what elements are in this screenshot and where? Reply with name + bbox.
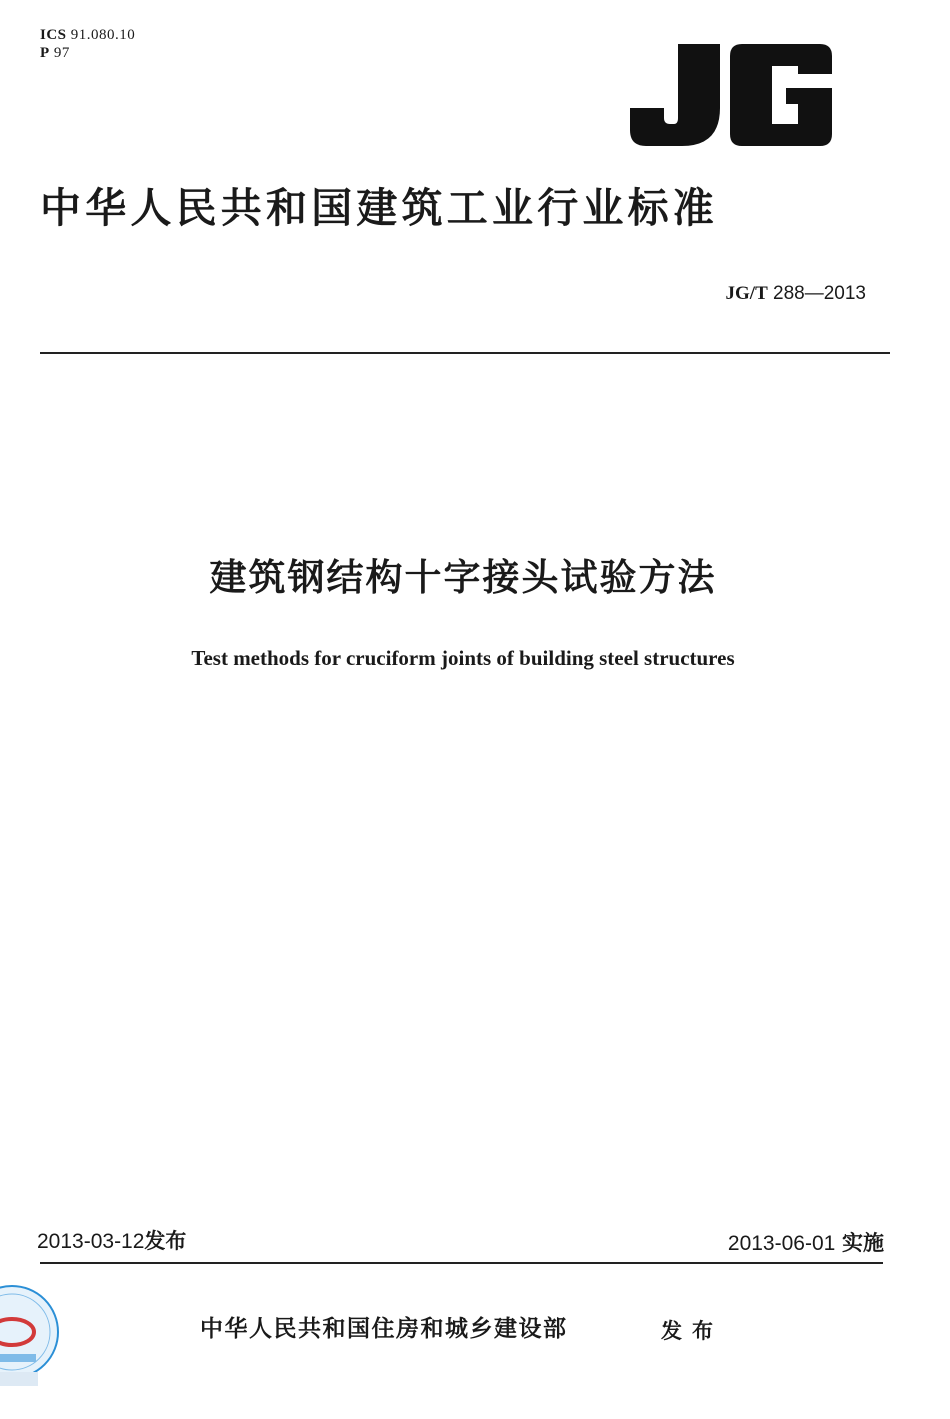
issue-date-value: 2013-03-12 — [37, 1230, 145, 1253]
publisher-name: 中华人民共和国住房和城乡建设部 — [200, 1316, 568, 1342]
standard-number — [726, 282, 866, 306]
document-title-en: Test methods for cruciform joints of building steel structures — [191, 646, 735, 670]
implementation-date — [728, 1229, 884, 1258]
ccs-label: P — [40, 45, 50, 61]
document-title-cn: 建筑钢结构十字接头试验方法 — [209, 556, 717, 599]
ccs-line — [40, 44, 135, 62]
standard-category-title: 中华人民共和国建筑工业行业标准 — [40, 184, 718, 232]
bottom-divider — [40, 1262, 883, 1264]
implementation-date-value: 2013-06-01 — [727, 1232, 836, 1255]
top-divider — [40, 352, 890, 354]
anti-counterfeit-seal — [0, 1284, 60, 1392]
jg-logo — [630, 44, 835, 146]
ics-line — [40, 26, 135, 44]
standard-code: 288—2013 — [773, 283, 866, 304]
publish-label: 发布 — [661, 1319, 723, 1343]
ics-value: 91.080.10 — [70, 27, 136, 43]
standard-prefix: JG/T — [725, 283, 768, 304]
ics-code — [40, 26, 135, 62]
ccs-value: 97 — [53, 45, 70, 61]
ics-label: ICS — [40, 27, 67, 43]
implementation-date-label: 实施 — [842, 1231, 884, 1255]
issue-date — [37, 1227, 186, 1256]
issue-date-label: 发布 — [144, 1229, 187, 1253]
